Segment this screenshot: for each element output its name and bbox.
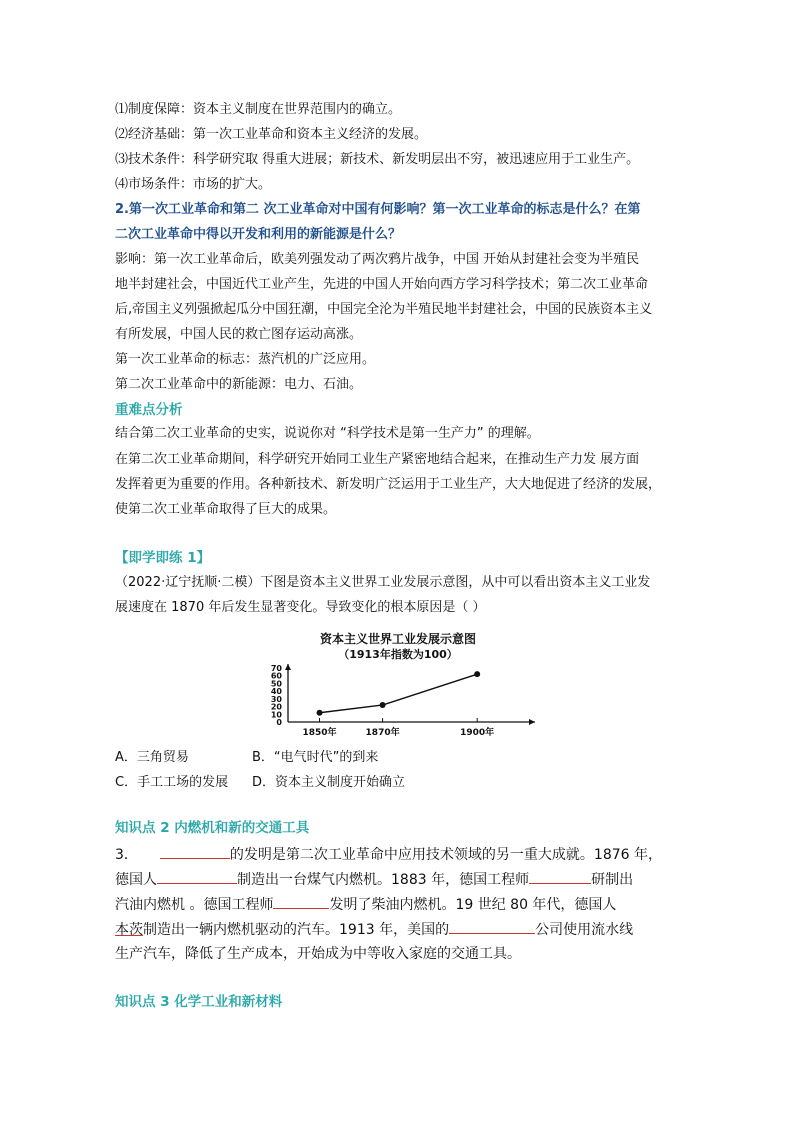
kp2-line-2	[115, 869, 633, 890]
y-tick-label: 20	[270, 702, 282, 712]
y-tick-label: 60	[270, 671, 282, 681]
data-point	[380, 702, 386, 708]
y-tick-label: 50	[270, 679, 282, 689]
answer-line-4: 有所发展，中国人民的救亡图存运动高涨。	[115, 327, 363, 342]
y-tick-label: 70	[270, 664, 282, 673]
chart-axes	[271, 664, 535, 738]
kp2-heading: 知识点 2 内燃机和新的交通工具	[115, 820, 310, 836]
analysis-line-4: 使第二次工业革命取得了巨大的成果。	[115, 502, 337, 517]
kp2-line-4	[115, 919, 633, 940]
kp2-text-3b: 发明了柴油内燃机。19 世纪 80 年代，德国人	[329, 897, 617, 913]
kp2-text-4a: 本茨	[115, 922, 143, 938]
condition-line-3: ⑶技术条件：科学研究取 得重大进展；新技术、新发明层出不穷，被迅速应用于工业生产。	[115, 152, 640, 167]
practice-heading: 【即学即练 1】	[115, 550, 211, 566]
practice-line-1: （2022·辽宁抚顺·二模）下图是资本主义世界工业发展示意图，从中可以看出资本主义工业发	[115, 575, 651, 590]
chart-subtitle: （1913年指数为100）	[338, 648, 458, 661]
kp2-text-2b: 制造出一台煤气内燃机。1883 年，德国工程师	[237, 872, 530, 888]
industry-chart	[250, 628, 550, 743]
analysis-line-1: 结合第二次工业革命的史实，说说你对 “科学技术是第一生产力” 的理解。	[115, 426, 540, 441]
option-c[interactable]: C．手工工场的发展	[115, 775, 229, 790]
x-tick-label: 1870年	[365, 728, 400, 738]
x-tick-label: 1850年	[302, 728, 337, 738]
y-tick-label: 40	[270, 687, 282, 697]
option-d[interactable]: D．资本主义制度开始确立	[252, 775, 406, 790]
kp2-line-1	[115, 844, 662, 865]
option-a[interactable]: A．三角贸易	[115, 750, 189, 765]
answer-line-5: 第一次工业革命的标志：蒸汽机的广泛应用。	[115, 352, 376, 367]
question-number: 3．	[115, 847, 138, 863]
answer-line-1: 影响：第一次工业革命后，欧美列强发动了两次鸦片战争，中国 开始从封建社会变为半殖民	[115, 252, 640, 267]
blank-3[interactable]	[529, 869, 591, 884]
answer-line-2: 地半封建社会，中国近代工业产生，先进的中国人开始向西方学习科学技术；第二次工业革命	[115, 277, 649, 292]
kp2-text-4b: 制造出一辆内燃机驱动的汽车。1913 年，美国的	[143, 922, 450, 938]
analysis-line-3: 发挥着更为重要的作用。各种新技术、新发明广泛运用于工业生产，大大地促进了经济的发展，	[115, 477, 662, 492]
blank-5[interactable]	[449, 919, 535, 934]
kp2-text-2a: 德国人	[115, 872, 157, 888]
kp2-text-2c: 研制出	[591, 872, 634, 888]
data-point	[474, 671, 480, 677]
kp2-text-1: 的发明是第二次工业革命中应用技术领域的另一重大成就。1876 年，	[229, 847, 662, 863]
blank-2[interactable]	[157, 869, 237, 884]
series-line	[320, 674, 478, 713]
answer-line-6: 第二次工业革命中的新能源：电力、石油。	[115, 377, 363, 392]
data-point	[317, 710, 323, 716]
blank-1[interactable]	[160, 844, 230, 859]
y-tick-label: 30	[270, 694, 282, 704]
y-tick-label: 10	[270, 710, 282, 720]
practice-line-2: 展速度在 1870 年后发生显著变化。导致变化的根本原因是（ ）	[115, 600, 486, 615]
condition-line-4: ⑷市场条件：市场的扩大。	[115, 177, 272, 192]
y-tick-label: 0	[276, 718, 282, 727]
question-2-line-1: 2.第一次工业革命和第二 次工业革命对中国有何影响？第一次工业革命的标志是什么？在第	[115, 202, 641, 217]
analysis-line-2: 在第二次工业革命期间，科学研究开始同工业生产紧密地结合起来，在推动生产力发 展方面	[115, 452, 640, 467]
x-axis-arrow	[529, 719, 535, 725]
condition-line-2: ⑵经济基础：第一次工业革命和资本主义经济的发展。	[115, 127, 428, 142]
option-b[interactable]: B．“电气时代”的到来	[252, 750, 379, 765]
x-tick-label: 1900年	[460, 728, 495, 738]
condition-line-1: ⑴制度保障：资本主义制度在世界范围内的确立。	[115, 102, 402, 117]
question-2-line-2: 二次工业革命中得以开发和利用的新能源是什么？	[115, 227, 402, 242]
kp3-heading: 知识点 3 化学工业和新材料	[115, 994, 283, 1010]
kp2-text-4c: 公司使用流水线	[535, 922, 634, 938]
answer-line-3: 后,帝国主义列强掀起瓜分中国狂潮，中国完全沦为半殖民地半封建社会，中国的民族资本主义	[115, 302, 653, 317]
chart-title: 资本主义世界工业发展示意图	[319, 632, 477, 646]
kp2-text-3a: 汽油内燃机 。德国工程师	[115, 897, 274, 913]
kp2-line-5: 生产汽车，降低了生产成本，开始成为中等收入家庭的交通工具。	[115, 946, 521, 962]
analysis-heading: 重难点分析	[115, 402, 183, 418]
y-axis-arrow	[285, 664, 291, 670]
kp2-line-3	[115, 894, 616, 915]
blank-4[interactable]	[273, 894, 329, 909]
chart-marks	[317, 671, 481, 716]
